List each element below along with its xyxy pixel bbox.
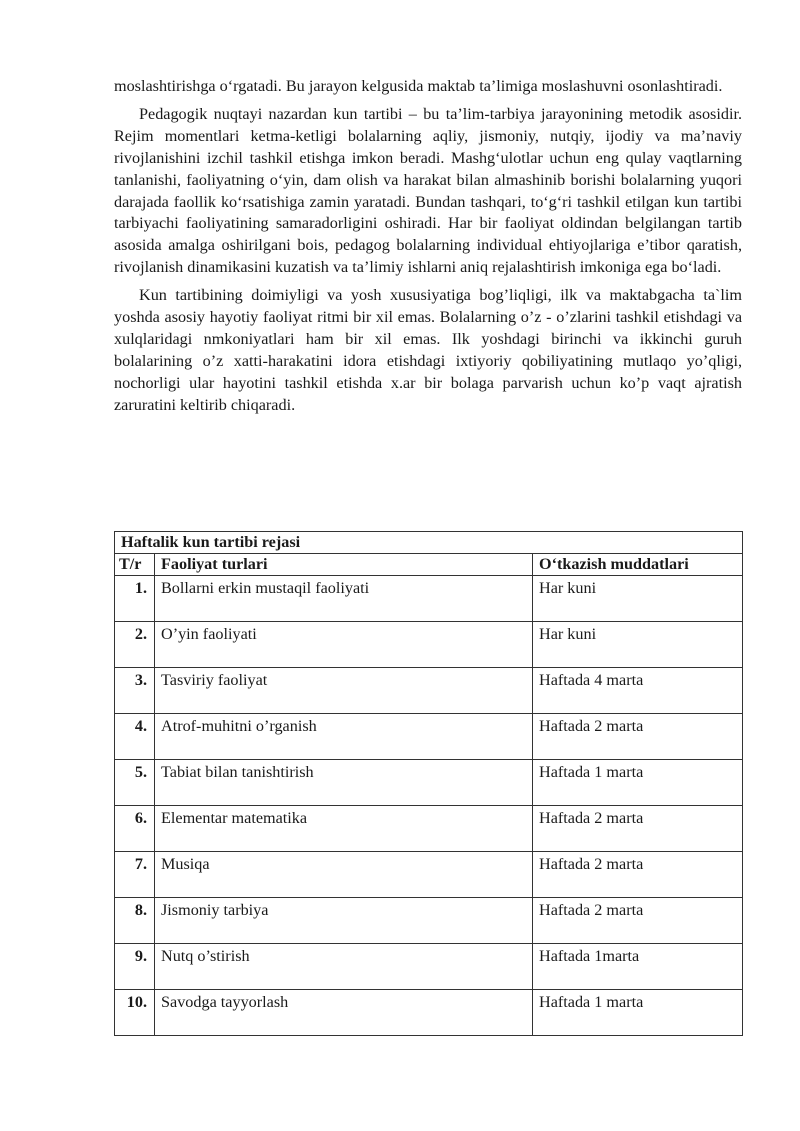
row-activity: Elementar matematika: [155, 806, 533, 852]
row-activity: Musiqa: [155, 852, 533, 898]
row-number: 7.: [115, 852, 155, 898]
row-activity: O’yin faoliyati: [155, 622, 533, 668]
row-activity: Jismoniy tarbiya: [155, 898, 533, 944]
row-frequency: Har kuni: [533, 622, 743, 668]
row-frequency: Haftada 2 marta: [533, 852, 743, 898]
row-activity: Atrof-muhitni o’rganish: [155, 714, 533, 760]
row-activity: Nutq o’stirish: [155, 944, 533, 990]
row-activity: Bollarni erkin mustaqil faoliyati: [155, 576, 533, 622]
table-row: [115, 714, 743, 760]
paragraph-continuation: moslashtirishga o‘rgatadi. Bu jarayon kelgusida maktab ta’limiga moslashuvni osonlashtiradi.: [114, 77, 723, 95]
row-frequency: Haftada 1marta: [533, 944, 743, 990]
row-activity: Tabiat bilan tanishtirish: [155, 760, 533, 806]
table-header-row: [115, 554, 743, 576]
table-row: [115, 990, 743, 1036]
weekly-schedule-table: [114, 531, 743, 1036]
row-number: 6.: [115, 806, 155, 852]
table-row: [115, 806, 743, 852]
row-number: 10.: [115, 990, 155, 1036]
row-frequency: Haftada 4 marta: [533, 668, 743, 714]
row-number: 5.: [115, 760, 155, 806]
row-number: 8.: [115, 898, 155, 944]
row-frequency: Haftada 1 marta: [533, 760, 743, 806]
document-body: [114, 76, 742, 417]
row-frequency: Haftada 2 marta: [533, 714, 743, 760]
table-row: [115, 944, 743, 990]
paragraph-age-dependency: Kun tartibining doimiyligi va yosh xususiyatiga bog’liqligi, ilk va maktabgacha ta`lim yoshda asosiy hayotiy faoliyat ritmi bir xil emas. Bolalarning o’z - o’zlarini tashkil etishdagi va xulqlaridagi nmkoniyatlari ham bir xil emas. Ilk yoshdagi birinchi va ikkinchi guruh bolalarining o’z xatti-harakatini idora etishdagi ixtiyoriy qobiliyatining mutlaqo yo’qligi, nochorligi ular hayotini tashkil etishda x.ar bir bolaga parvarish uchun ko’p vaqt ajratish zaruratini keltirib chiqaradi.: [114, 286, 742, 414]
header-number: T/r: [115, 554, 155, 576]
row-frequency: Haftada 2 marta: [533, 806, 743, 852]
table-row: [115, 898, 743, 944]
header-activity: Faoliyat turlari: [155, 554, 533, 576]
row-activity: Savodga tayyorlash: [155, 990, 533, 1036]
row-frequency: Haftada 2 marta: [533, 898, 743, 944]
row-frequency: Har kuni: [533, 576, 743, 622]
row-number: 3.: [115, 668, 155, 714]
table-row: [115, 576, 743, 622]
header-frequency: O‘tkazish muddatlari: [533, 554, 743, 576]
row-number: 9.: [115, 944, 155, 990]
row-frequency: Haftada 1 marta: [533, 990, 743, 1036]
table-row: [115, 760, 743, 806]
table-row: [115, 622, 743, 668]
row-activity: Tasviriy faoliyat: [155, 668, 533, 714]
table-row: [115, 852, 743, 898]
row-number: 2.: [115, 622, 155, 668]
table-row: [115, 668, 743, 714]
table-caption: Haftalik kun tartibi rejasi: [115, 532, 743, 554]
row-number: 1.: [115, 576, 155, 622]
paragraph-pedagogical: Pedagogik nuqtayi nazardan kun tartibi – bu ta’lim-tarbiya jarayonining metodik asosidir. Rejim momentlari ketma-ketligi bolalarning aqliy, jismoniy, nutqiy, ijodiy va ma’naviy rivojlanishini izchil tashkil etishga imkon beradi. Mashg‘ulotlar uchun eng qulay vaqtlarning tanlanishi, faoliyatning o‘yin, dam olish va harakat bilan almashinib borishi bolalarning yuqori darajada faollik ko‘rsatishiga zamin yaratadi. Bundan tashqari, to‘g‘ri tashkil etilgan kun tartibi tarbiyachi faoliyatining samaradorligini oshiradi. Har bir faoliyat oldindan belgilangan tartib asosida amalga oshirilgani bois, pedagog bolalarning individual ehtiyojlariga e’tibor qaratish, rivojlanish dinamikasini kuzatish va ta’limiy ishlarni aniq rejalashtirish imkoniga ega bo‘ladi.: [114, 104, 742, 277]
row-number: 4.: [115, 714, 155, 760]
